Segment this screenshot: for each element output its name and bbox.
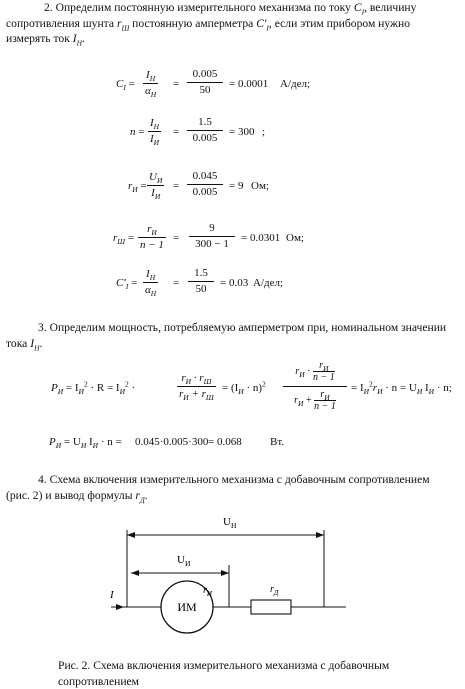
power-p1-r-sub: И	[119, 387, 125, 397]
eq-ri-lhs-sub: И	[132, 185, 138, 195]
section2-text-a-end: , величину	[364, 1, 417, 14]
power-tail-sup: 2	[369, 379, 373, 389]
eq-ri-lhs-sym: r	[128, 180, 133, 192]
section2-sub-rsh: Ш	[121, 22, 130, 32]
eq-rsh-lhs-sub: Ш	[117, 237, 126, 247]
section2-paragraph	[6, 0, 461, 47]
power-big-num-b-sub: И	[323, 364, 329, 373]
circuit-un-arrow-left-head	[127, 532, 135, 538]
section3-paragraph	[6, 320, 464, 351]
eq-rsh-unit: Ом;	[286, 232, 304, 244]
circuit-rmeter-label: $r_И$	[203, 585, 212, 598]
section2-text-b2: постоянную амперметра	[129, 16, 257, 30]
eq-rsh-result: = 0.0301	[241, 232, 281, 244]
power-tail-b-sub: И	[377, 387, 383, 397]
eq-ci-vden: 50	[199, 84, 211, 96]
power-p2-b: I	[86, 436, 93, 448]
section2-sym-in: I	[72, 32, 77, 45]
eq-cpi-unit: А/дел;	[253, 277, 284, 289]
power-tail-b: r	[372, 382, 378, 394]
section2-text-c1: измерять ток	[6, 32, 73, 45]
eq-n-lhs-sym: n	[130, 126, 136, 138]
eq-ci-den-sub: Н	[150, 90, 157, 100]
circuit-un-label: $U_Н$	[223, 516, 237, 530]
power-tail-d-sub: И	[428, 387, 435, 397]
circuit-meter-label: ИМ	[177, 600, 197, 614]
power-big-num-b: r	[319, 360, 324, 371]
power-big-den-c: n − 1	[314, 401, 336, 412]
power-big-den-b: r	[320, 389, 325, 400]
section4-line2b: .	[144, 488, 148, 502]
eq-cpi-result: = 0.03	[220, 277, 249, 289]
power-frac-den-b: + r	[188, 388, 206, 400]
power-p2-b-sub: И	[92, 441, 99, 451]
section3-sym: I	[30, 336, 35, 350]
eq-n-vnum: 1.5	[187, 116, 223, 131]
circuit-resistor	[251, 600, 291, 614]
eq-ri-value-fraction	[187, 170, 223, 199]
figure-caption	[58, 658, 458, 689]
power-p1-sub: И	[57, 387, 64, 397]
power-p2-mid: = U	[61, 436, 81, 448]
eq-ci-unit: А/дел;	[280, 78, 311, 90]
section2-text-c2: .	[82, 32, 85, 45]
circuit-diagram	[0, 505, 465, 650]
power-frac-den-b-sub: Ш	[205, 393, 214, 403]
circuit-ui-arrow-left-head	[131, 570, 139, 576]
eq-rsh-vden: 300 − 1	[195, 238, 229, 250]
power-eq1-mid	[222, 379, 266, 397]
section2-sym-ci: C	[353, 1, 362, 14]
power-p1: P	[51, 382, 58, 394]
power-eq2-unit: Вт.	[270, 436, 285, 448]
power-mid2-sub: И	[238, 387, 244, 397]
eq-ci-num: I	[146, 69, 150, 81]
power-tail-c-sub: И	[416, 387, 423, 397]
power-p1-mid-sup: 2	[83, 379, 88, 389]
eq-rsh-den: n − 1	[140, 239, 164, 251]
circuit-ui-label: $U_И$	[177, 554, 191, 568]
circuit-un-arrow-right-head	[316, 532, 324, 538]
power-frac-num-b-sub: Ш	[203, 377, 212, 387]
eq-ci-num-sub: Н	[149, 74, 156, 84]
section2-sub-cpi: I	[266, 22, 269, 32]
power-eq2-calc: 0.045·0.005·300	[135, 436, 209, 448]
eq-n-eq2: =	[173, 126, 180, 138]
power-tail: = I	[351, 382, 364, 394]
section2-sub-ci: I	[361, 7, 365, 17]
power-big-num-c: n − 1	[312, 372, 335, 383]
eq-n-num: I	[150, 117, 154, 129]
power-frac-num-sub: И	[185, 377, 192, 387]
section4-paragraph	[6, 472, 464, 503]
section3-line2a: тока	[6, 336, 31, 350]
power-p1-r-sup: 2	[125, 379, 129, 389]
eq-n-num-sub: Н	[153, 122, 160, 132]
eq-rsh-num: r	[147, 223, 152, 235]
eq-n-formula-fraction	[148, 117, 161, 146]
power-p1-r: · R = I	[90, 382, 120, 394]
eq-ci-lhs-sub: I	[123, 83, 126, 93]
circuit-current-label: I	[110, 589, 114, 601]
section2-text-a: 2. Определим постоянную измерительного механизма по току	[44, 1, 354, 14]
eq-ci-lhs: $C_I$ =	[116, 78, 135, 93]
eq-n-den: I	[150, 133, 154, 145]
eq-ri-num-sub: И	[156, 176, 163, 186]
section2-text-b1: сопротивления шунта	[6, 16, 117, 30]
circuit-radd-label: $r_Д$	[270, 584, 279, 597]
eq-cpi-lhs-sub: I	[125, 282, 129, 292]
power-big-den-b-sub: И	[324, 393, 330, 402]
power-p2-sub: И	[55, 441, 62, 451]
power-shunt-fraction	[177, 372, 216, 401]
eq-ri-num: U	[149, 171, 157, 183]
eq-rsh-num-sub: И	[151, 228, 157, 238]
eq-n-vden: 0.005	[192, 132, 218, 144]
eq-ri-den: I	[151, 187, 155, 199]
eq-n-value-fraction	[187, 116, 223, 145]
eq-n-lhs: n =	[130, 126, 145, 138]
caption-line1: Рис. 2. Схема включения измерительного механизма с добавочным	[58, 659, 390, 672]
eq-cpi-vnum: 1.5	[188, 267, 214, 282]
section4-sym: r	[135, 488, 140, 502]
eq-ri-vden: 0.005	[192, 186, 218, 198]
eq-rsh-vnum: 9	[189, 222, 235, 237]
eq-cpi-eq2: =	[173, 277, 180, 289]
section3-line1: 3. Определим мощность, потребляемую амперметром при, номинальном значении	[38, 321, 447, 334]
power-frac-num-b: · r	[191, 372, 204, 384]
eq-cpi-vden: 50	[195, 283, 207, 295]
circuit-current-arrow	[116, 604, 124, 610]
eq-ci-lhs-sym: C	[116, 78, 124, 90]
power-big-num-a-sub: И	[299, 369, 305, 379]
section4-sub: Д	[139, 494, 145, 504]
power-mid2-b: · n)	[243, 382, 263, 394]
power-p2-mid-sub: И	[80, 441, 87, 451]
section3-sub: Н	[34, 342, 40, 352]
power-tail-d: I	[422, 382, 429, 394]
power-mid2: = (I	[222, 382, 239, 394]
eq-n-den-sub: И	[153, 138, 160, 148]
eq-rsh-eq2: =	[173, 232, 180, 244]
eq-cpi-value-fraction	[188, 267, 214, 296]
power-mid2-sup: 2	[262, 379, 266, 389]
section4-line2a: (рис. 2) и вывод формулы	[6, 488, 136, 502]
eq-cpi-den-sub: Н	[150, 289, 157, 299]
eq-rsh-lhs-sym: r	[113, 232, 118, 244]
eq-cpi-num: I	[146, 268, 150, 280]
eq-rsh-value-fraction	[189, 222, 235, 251]
power-big-num-a: r	[295, 365, 300, 377]
power-p2: P	[49, 436, 56, 448]
eq-rsh-lhs: $r_Ш$ =	[113, 232, 135, 247]
eq-ci-result: = 0.0001	[229, 78, 269, 90]
power-big-den-a: r	[294, 394, 299, 406]
power-tail-c: · n = U	[382, 382, 417, 394]
eq-ri-result: = 9	[229, 180, 244, 192]
power-p1-mid-sub: И	[78, 387, 84, 397]
power-eq2-result: = 0.068	[208, 436, 242, 448]
section2-sym-rsh: r	[116, 16, 122, 30]
eq-n-result: = 300	[229, 126, 255, 138]
eq-cpi-lhs-sym: C'	[116, 277, 126, 289]
eq-ri-formula-fraction	[147, 171, 164, 200]
power-compound-fraction: $r_И$ · $r_И$ n − 1 $r_И$ + $r_И$ n − 1	[283, 356, 347, 416]
power-frac-den-sub: И	[183, 393, 189, 403]
section2-text-b3: , если этим прибором нужно	[268, 16, 411, 30]
power-frac-den: r	[179, 388, 184, 400]
eq-n-unit: ;	[262, 126, 266, 138]
eq-ci-eq2: =	[173, 78, 180, 90]
section4-line1: 4. Схема включения измерительного механизма с добавочным сопротивлением	[38, 473, 430, 486]
eq-ci-vnum: 0.005	[187, 68, 223, 83]
power-big-den-a-sub: И	[298, 398, 304, 408]
section2-sub-in: Н	[76, 38, 83, 48]
eq-cpi-formula-fraction	[143, 268, 158, 297]
section2-sym-cpi: C'	[256, 16, 267, 30]
caption-line2: сопротивлением	[58, 674, 140, 688]
power-eq1-left: $P_И = I_И^2 \cdot R = I_И^2$ ·	[51, 379, 136, 397]
eq-rsh-formula-fraction	[138, 223, 166, 252]
eq-cpi-lhs: $C'_I$ =	[116, 277, 138, 292]
eq-ci-den: α	[145, 85, 151, 97]
power-eq1-tail	[351, 379, 452, 397]
power-p2-c: · n =	[98, 436, 122, 448]
power-tail-sub: И	[363, 387, 370, 397]
eq-ri-vnum: 0.045	[187, 170, 223, 185]
eq-cpi-den: α	[145, 284, 151, 296]
section3-line2b: .	[39, 336, 43, 350]
circuit-ui-arrow-right-head	[221, 570, 229, 576]
eq-ri-den-sub: И	[154, 192, 161, 202]
eq-ri-eq2: =	[173, 180, 180, 192]
eq-ci-formula-fraction	[143, 69, 158, 98]
eq-cpi-num-sub: Н	[149, 273, 156, 283]
eq-ri-lhs: $r_И$ =	[128, 180, 147, 195]
power-eq2	[49, 436, 122, 451]
eq-ci-value-fraction	[187, 68, 223, 97]
power-tail-e: · n;	[434, 382, 452, 394]
power-frac-num: r	[181, 372, 186, 384]
eq-ri-unit: Ом;	[251, 180, 269, 192]
power-p1-mid: = I	[65, 382, 79, 394]
